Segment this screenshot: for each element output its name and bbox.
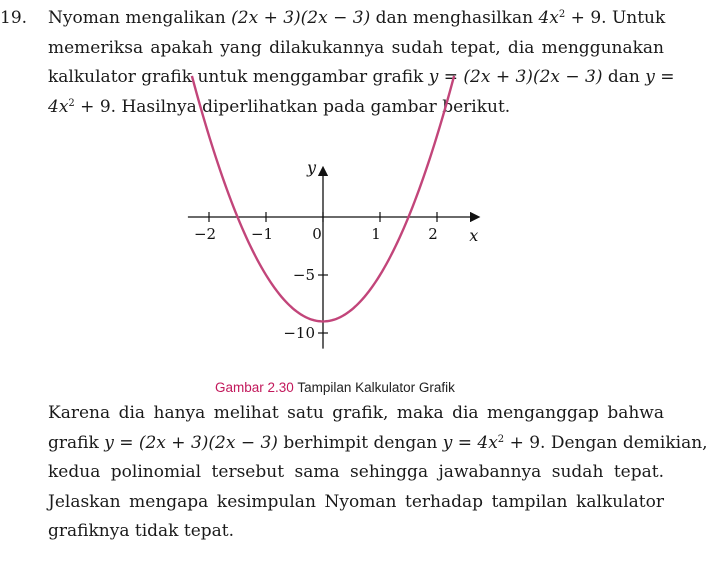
paragraph-line-1: Karena dia hanya melihat satu grafik, maka dia menganggap bahwa xyxy=(48,403,664,423)
question-line-1: Nyoman mengalikan (2x + 3)(2x − 3) dan menghasilkan $4x^2 + 9$. Untuk xyxy=(48,8,666,28)
x-tick-label: 1 xyxy=(371,225,381,243)
paragraph-line-2: grafik y = (2x + 3)(2x − 3) berhimpit dengan $y = 4x^2 + 9$. Dengan demikian, xyxy=(48,432,708,453)
y-tick-label: −5 xyxy=(292,266,315,284)
x-tick-label: 0 xyxy=(312,225,322,243)
question-block xyxy=(0,4,675,122)
y-axis-label: y xyxy=(307,158,317,177)
question-line-4: $4x^2 + 9$. Hasilnya diperlihatkan pada gambar berikut. xyxy=(48,96,511,117)
question-number: 19. xyxy=(0,8,28,28)
paragraph-line-5: grafiknya tidak tepat. xyxy=(48,521,235,541)
y-tick-label: −10 xyxy=(283,324,315,342)
x-tick-label: −1 xyxy=(250,225,274,243)
question-line-2: memeriksa apakah yang dilakukannya sudah tepat, dia menggunakan xyxy=(48,37,664,58)
question-line-3: kalkulator grafik untuk menggambar grafik y = (2x + 3)(2x − 3) dan y = xyxy=(48,67,675,87)
parabola-graph xyxy=(170,112,500,380)
x-axis-label: x xyxy=(469,226,479,245)
caption-text: Tampilan Kalkulator Grafik xyxy=(297,380,455,395)
figure-caption xyxy=(215,380,455,395)
paragraph-line-3: kedua polinomial tersebut sama sehingga jawabannya sudah tepat. xyxy=(48,462,664,482)
paragraph-block xyxy=(0,399,708,547)
paragraph-line-4: Jelaskan mengapa kesimpulan Nyoman terhadap tampilan kalkulator xyxy=(48,491,664,512)
caption-label: Gambar 2.30 xyxy=(215,380,294,395)
x-tick-label: −2 xyxy=(193,225,217,243)
x-tick-label: 2 xyxy=(428,225,438,243)
